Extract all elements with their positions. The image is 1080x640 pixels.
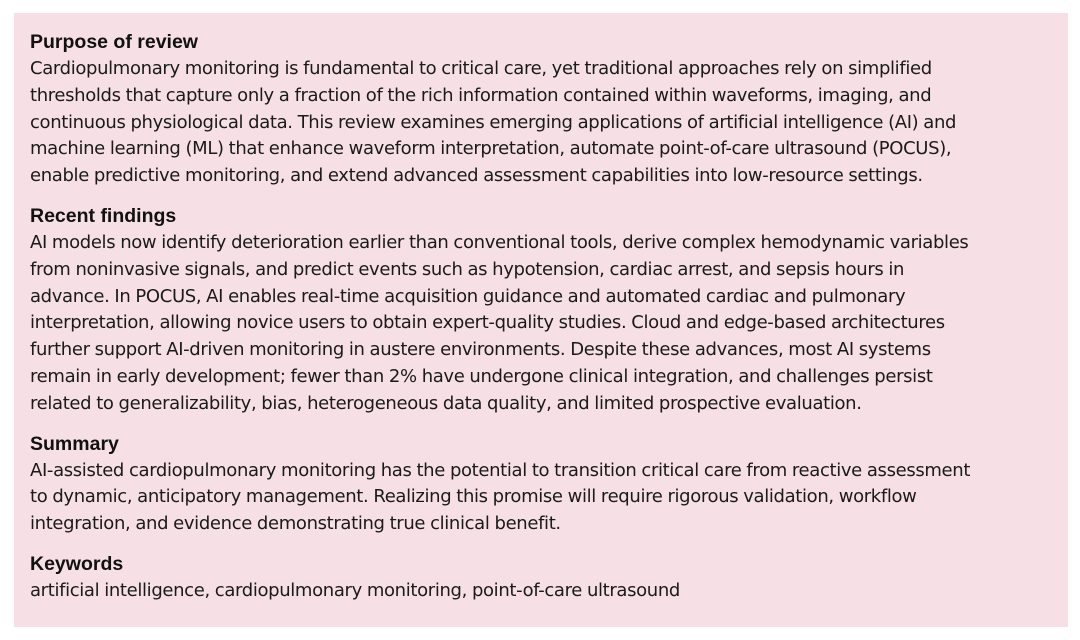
section-body bbox=[30, 56, 1050, 190]
body-line: advance. In POCUS, AI enables real-time acquisition guidance and automated cardiac and pulmonary bbox=[30, 285, 906, 307]
section-body bbox=[30, 230, 1050, 418]
body-line: enable predictive monitoring, and extend advanced assessment capabilities into low-resource settings. bbox=[30, 165, 923, 187]
section-heading: Recent findings bbox=[30, 204, 177, 227]
body-line: Cardiopulmonary monitoring is fundamental to critical care, yet traditional approaches rely on simplified bbox=[30, 58, 932, 79]
body-line: remain in early development; fewer than 2% have undergone clinical integration, and challenges persist bbox=[30, 365, 933, 387]
body-line: AI-assisted cardiopulmonary monitoring has the potential to transition critical care from reactive assessment bbox=[30, 459, 971, 481]
abstract-panel bbox=[14, 13, 1068, 627]
body-line: integration, and evidence demonstrating true clinical benefit. bbox=[30, 513, 561, 535]
body-line: continuous physiological data. This review examines emerging applications of artificial intelligence (AI) and bbox=[30, 111, 957, 133]
body-line: related to generalizability, bias, heterogeneous data quality, and limited prospective evaluation. bbox=[30, 392, 862, 414]
section-summary bbox=[30, 431, 1050, 538]
body-line: further support AI-driven monitoring in austere environments. Despite these advances, most AI systems bbox=[30, 339, 931, 361]
section-keywords bbox=[30, 551, 1050, 605]
section-heading: Purpose of review bbox=[30, 31, 198, 53]
body-line: machine learning (ML) that enhance waveform interpretation, automate point-of-care ultrasound (POCUS), bbox=[30, 138, 952, 160]
body-line: thresholds that capture only a fraction of the rich information contained within waveforms, imaging, and bbox=[30, 84, 932, 106]
body-line: to dynamic, anticipatory management. Realizing this promise will require rigorous validation, workflow bbox=[30, 486, 917, 508]
section-heading: Summary bbox=[30, 432, 119, 455]
section-purpose-of-review bbox=[30, 29, 1050, 190]
section-heading: Keywords bbox=[30, 552, 124, 575]
keywords-line: artificial intelligence, cardiopulmonary monitoring, point-of-care ultrasound bbox=[30, 579, 680, 601]
section-body bbox=[30, 458, 1050, 538]
body-line: interpretation, allowing novice users to obtain expert-quality studies. Cloud and edge-based architectures bbox=[30, 312, 945, 334]
body-line: AI models now identify deterioration earlier than conventional tools, derive complex hemodynamic variables bbox=[30, 231, 969, 253]
section-body bbox=[30, 578, 1050, 605]
body-line: from noninvasive signals, and predict events such as hypotension, cardiac arrest, and sepsis hours in bbox=[30, 258, 905, 280]
section-recent-findings bbox=[30, 203, 1050, 418]
